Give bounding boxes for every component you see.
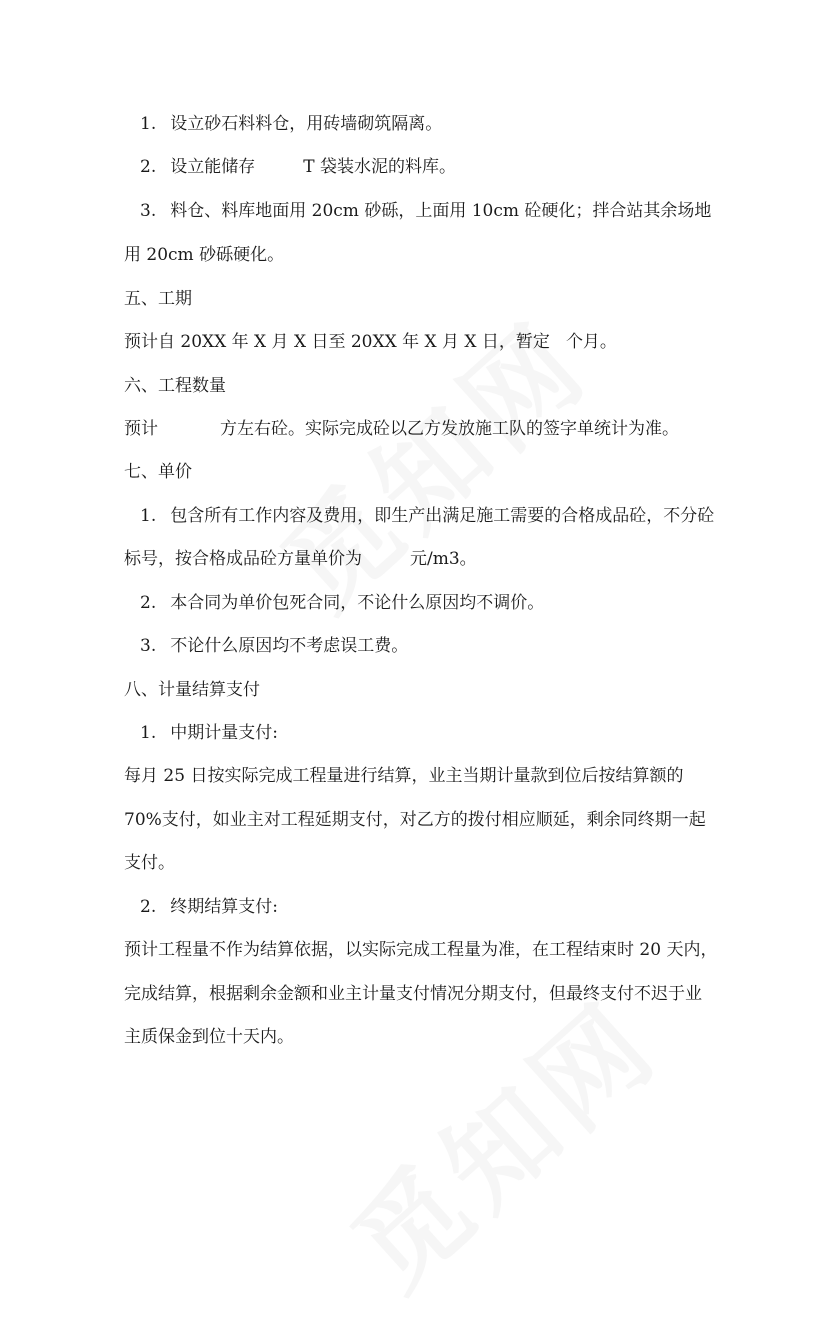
paragraph-text: 元/m3。 — [410, 549, 477, 569]
item-number: 1. — [140, 506, 157, 526]
item-number: 1. — [140, 723, 157, 743]
item-text: 设立砂石料料仓，用砖墙砌筑隔离。 — [170, 114, 443, 134]
paragraph-text: 预计 — [124, 419, 158, 439]
paragraph-text: 个月。 — [565, 332, 617, 352]
paragraph-line: 主质保金到位十天内。 — [124, 1027, 294, 1047]
item-title: 中期计量支付: — [170, 723, 278, 743]
paragraph-line: 预计工程量不作为结算依据，以实际完成工程量为准，在工程结束时 20 天内， — [124, 940, 718, 960]
item-text: 本合同为单价包死合同，不论什么原因均不调价。 — [170, 593, 545, 613]
item-text: 设立能储存 — [170, 157, 256, 177]
list-item — [140, 113, 442, 135]
paragraph-line: 用 20cm 砂砾硬化。 — [124, 245, 285, 265]
list-item — [140, 156, 456, 178]
item-text: 料仓、料库地面用 20cm 砂砾，上面用 10cm 砼硬化；拌合站其余场地 — [170, 201, 712, 221]
item-title: 终期结算支付: — [170, 897, 278, 917]
item-text: 包含所有工作内容及费用，即生产出满足施工需要的合格成品砼，不分砼 — [170, 506, 715, 526]
section-heading: 八、计量结算支付 — [124, 680, 260, 700]
item-number: 1. — [140, 114, 157, 134]
item-number: 3. — [140, 636, 157, 656]
paragraph-line: 70%支付，如业主对工程延期支付，对乙方的拨付相应顺延，剩余同终期一起 — [124, 810, 706, 830]
paragraph-text: 预计自 20XX 年 X 月 X 日至 20XX 年 X 月 X 日，暂定 — [124, 332, 550, 352]
list-item — [140, 896, 278, 918]
paragraph-text: 方左右砼。实际完成砼以乙方发放施工队的签字单统计为准。 — [220, 419, 679, 439]
watermark — [313, 960, 686, 1318]
list-item — [140, 722, 278, 744]
item-number: 2. — [140, 157, 157, 177]
paragraph-text: 标号，按合格成品砼方量单价为 — [124, 549, 362, 569]
list-item — [140, 592, 544, 614]
item-text: T 袋装水泥的料库。 — [303, 157, 456, 177]
paragraph-line: 完成结算，根据剩余金额和业主计量支付情况分期支付，但最终支付不迟于业 — [124, 984, 702, 1004]
item-number: 2. — [140, 897, 157, 917]
list-item — [140, 505, 714, 527]
list-item — [140, 635, 408, 657]
item-number: 3. — [140, 201, 157, 221]
section-heading: 五、工期 — [124, 289, 192, 309]
list-item — [140, 200, 711, 222]
paragraph-line — [124, 331, 617, 353]
paragraph-line: 每月 25 日按实际完成工程量进行结算，业主当期计量款到位后按结算额的 — [124, 766, 684, 786]
paragraph-line — [124, 548, 477, 570]
section-heading: 六、工程数量 — [124, 376, 226, 396]
paragraph-line — [124, 418, 679, 440]
item-text: 不论什么原因均不考虑误工费。 — [170, 636, 409, 656]
item-number: 2. — [140, 593, 157, 613]
paragraph-line: 支付。 — [124, 853, 175, 873]
section-heading: 七、单价 — [124, 462, 192, 482]
